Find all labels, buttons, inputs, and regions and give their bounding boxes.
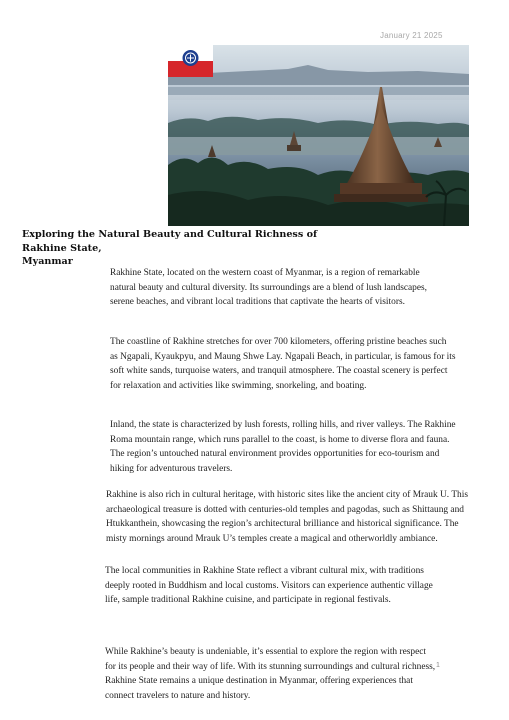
paragraph-intro: Rakhine State, located on the western coast of Myanmar, is a region of remarkable natural beauty and cultural diversity. Its surroundings are a blend of lush landscapes, serene beaches, and vibrant local traditions that captivate the hearts of visitors.	[110, 268, 428, 307]
article-title	[22, 228, 362, 269]
rakhine-flag-icon	[168, 45, 213, 77]
hero-photo	[168, 45, 469, 226]
paragraph-closing: While Rakhine’s beauty is undeniable, it’s essential to explore the region with respect for its people and their way of life. With its stunning surroundings and cultural richness, Rakhine State remains a unique destination in Myanmar, offering experiences that connect travelers to nature and history.	[105, 647, 436, 701]
article-title-line-1: Exploring the Natural Beauty and Cultural Richness of Rakhine State,	[22, 229, 318, 254]
paragraph-inland: Inland, the state is characterized by lush forests, rolling hills, and river valleys. The Rakhine Roma mountain range, which runs parallel to the coast, is home to diverse flora and fauna. The region’s untouched natural environment provides opportunities for eco-tourism and hiking for adventurous travelers.	[110, 420, 456, 474]
paragraph-coastline: The coastline of Rakhine stretches for over 700 kilometers, offering pristine beaches such as Ngapali, Kyaukpyu, and Maung Shwe Lay. Ngapali Beach, in particular, is famous for its soft white sands, turquoise waters, and tranquil atmosphere. The coastal scenery is perfect for relaxation and activities like swimming, snorkeling, and boating.	[110, 337, 456, 391]
paragraph-communities: The local communities in Rakhine State reflect a vibrant cultural mix, with traditions deeply rooted in Buddhism and local customs. Visitors can experience authentic village life, sample traditional Rakhine cuisine, and participate in regional festivals.	[105, 566, 433, 605]
paragraph-heritage: Rakhine is also rich in cultural heritage, with historic sites like the ancient city of Mrauk U. This archaeological treasure is dotted with centuries-old temples and pagodas, such as Shittaung and Htukkanthein, showcasing the region’s architectural brilliance and historical significance. The misty mornings around Mrauk U’s temples create a magical and otherworldly ambiance.	[106, 490, 468, 544]
date-label: January 21 2025	[380, 31, 443, 40]
article-title-line-2: Myanmar	[22, 256, 73, 267]
page-number: 1	[436, 662, 440, 669]
